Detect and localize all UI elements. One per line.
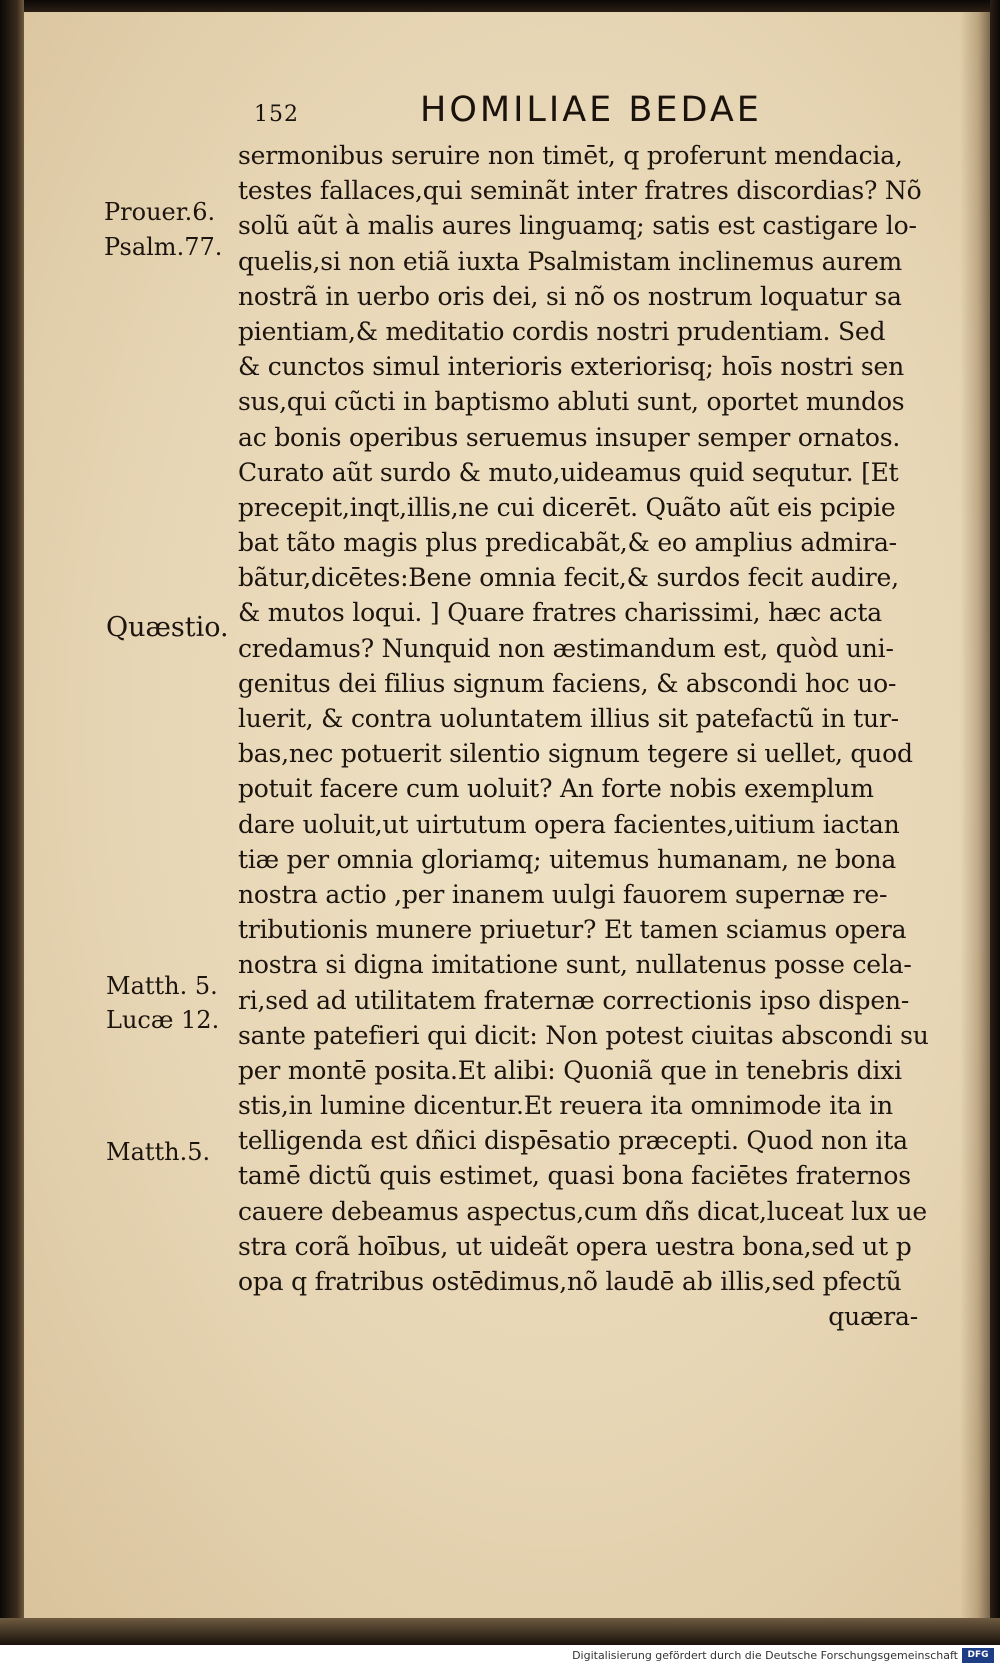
text-line: tamē dictũ quis estimet, quasi bona faciētes fraternos bbox=[238, 1161, 911, 1191]
digitization-footer bbox=[0, 1645, 1000, 1668]
text-line: nostrã in uerbo oris dei, si nõ os nostrum loquatur sa bbox=[238, 281, 902, 311]
text-line: sermonibus seruire non timēt, q proferunt mendacia, bbox=[238, 141, 903, 170]
text-line: telligenda est dñici dispēsatio præcepti. Quod non ita bbox=[238, 1126, 908, 1156]
text-line: stra corã hoībus, ut uideãt opera uestra bona,sed ut p bbox=[238, 1231, 912, 1261]
text-line: tributionis munere priuetur? Et tamen sciamus opera bbox=[238, 915, 907, 945]
text-line: opa q fratribus ostēdimus,nõ laudē ab illis,sed pfectũ bbox=[238, 1267, 902, 1296]
text-line: genitus dei filius signum faciens, & abscondi hoc uo- bbox=[238, 668, 897, 698]
text-line: potuit facere cum uoluit? An forte nobis exemplum bbox=[238, 774, 874, 804]
page-header bbox=[0, 90, 1000, 140]
page-number: 152 bbox=[254, 102, 299, 127]
scan-border-left bbox=[0, 0, 24, 1645]
text-line: cauere debeamus aspectus,cum dñs dicat,luceat lux ue bbox=[238, 1196, 928, 1226]
text-line: ri,sed ad utilitatem fraternæ correctionis ipso dispen- bbox=[238, 985, 910, 1015]
text-line: pientiam,& meditatio cordis nostri prudentiam. Sed bbox=[238, 316, 886, 346]
text-line: quelis,si non etiã iuxta Psalmistam inclinemus aurem bbox=[238, 246, 903, 276]
scan-border-top bbox=[0, 0, 1000, 12]
text-line: dare uoluit,ut uirtutum opera facientes,uitium iactan bbox=[238, 809, 900, 839]
text-line: sante patefieri qui dicit: Non potest ciuitas abscondi su bbox=[238, 1020, 929, 1050]
scan-border-bottom bbox=[0, 1618, 1000, 1645]
scan-border-right bbox=[990, 0, 1000, 1645]
margin-note: Lucæ 12. bbox=[106, 1006, 220, 1034]
text-line: testes fallaces,qui seminãt inter fratres discordias? Nõ bbox=[238, 176, 922, 206]
text-line: nostra actio ,per inanem uulgi fauorem supernæ re- bbox=[238, 879, 888, 909]
text-line: & cunctos simul interioris exteriorisq; hoīs nostri sen bbox=[238, 352, 904, 382]
running-title: HOMILIAE BEDAE bbox=[420, 90, 762, 130]
text-line: bãtur,dicētes:Bene omnia fecit,& surdos fecit audire, bbox=[238, 563, 899, 593]
margin-note: Prouer.6. bbox=[104, 198, 216, 226]
margin-note: Matth. 5. bbox=[106, 972, 218, 1000]
text-line: nostra si digna imitatione sunt, nullatenus posse cela- bbox=[238, 950, 912, 980]
text-line: ac bonis operibus seruemus insuper semper ornatos. bbox=[238, 422, 901, 452]
text-line: sus,qui cũcti in baptismo abluti sunt, oportet mundos bbox=[238, 387, 905, 417]
text-line: tiæ per omnia gloriamq; uitemus humanam, ne bona bbox=[238, 844, 897, 874]
margin-note: Psalm.77. bbox=[104, 233, 223, 261]
margin-note: Matth.5. bbox=[106, 1138, 211, 1166]
dfg-logo-icon: DFG bbox=[962, 1648, 994, 1663]
text-line: per montē posita.Et alibi: Quoniã que in tenebris dixi bbox=[238, 1055, 902, 1085]
text-line: bas,nec potuerit silentio signum tegere si uellet, quod bbox=[238, 739, 913, 769]
text-line: Curato aũt surdo & muto,uideamus quid sequtur. [Et bbox=[238, 457, 899, 487]
margin-note: Quæstio. bbox=[106, 612, 229, 643]
text-line: luerit, & contra uoluntatem illius sit patefactũ in tur- bbox=[238, 704, 899, 733]
catchword: quæra- bbox=[828, 1302, 918, 1332]
funding-credit: Digitalisierung gefördert durch die Deutsche Forschungsgemeinschaft bbox=[572, 1649, 958, 1662]
paper-edge-shadow bbox=[960, 12, 990, 1618]
text-line: solũ aũt à malis aures linguamq; satis est castigare lo- bbox=[238, 211, 917, 241]
text-line: precepit,inqt,illis,ne cui dicerēt. Quãto aũt eis pcipie bbox=[238, 492, 896, 522]
body-text bbox=[238, 138, 928, 1334]
text-line: credamus? Nunquid non æstimandum est, quòd uni- bbox=[238, 633, 894, 663]
text-line: & mutos loqui. ] Quare fratres charissimi, hæc acta bbox=[238, 598, 882, 628]
text-line: stis,in lumine dicentur.Et reuera ita omnimode ita in bbox=[238, 1091, 893, 1121]
text-line: bat tãto magis plus predicabãt,& eo amplius admira- bbox=[238, 528, 897, 558]
